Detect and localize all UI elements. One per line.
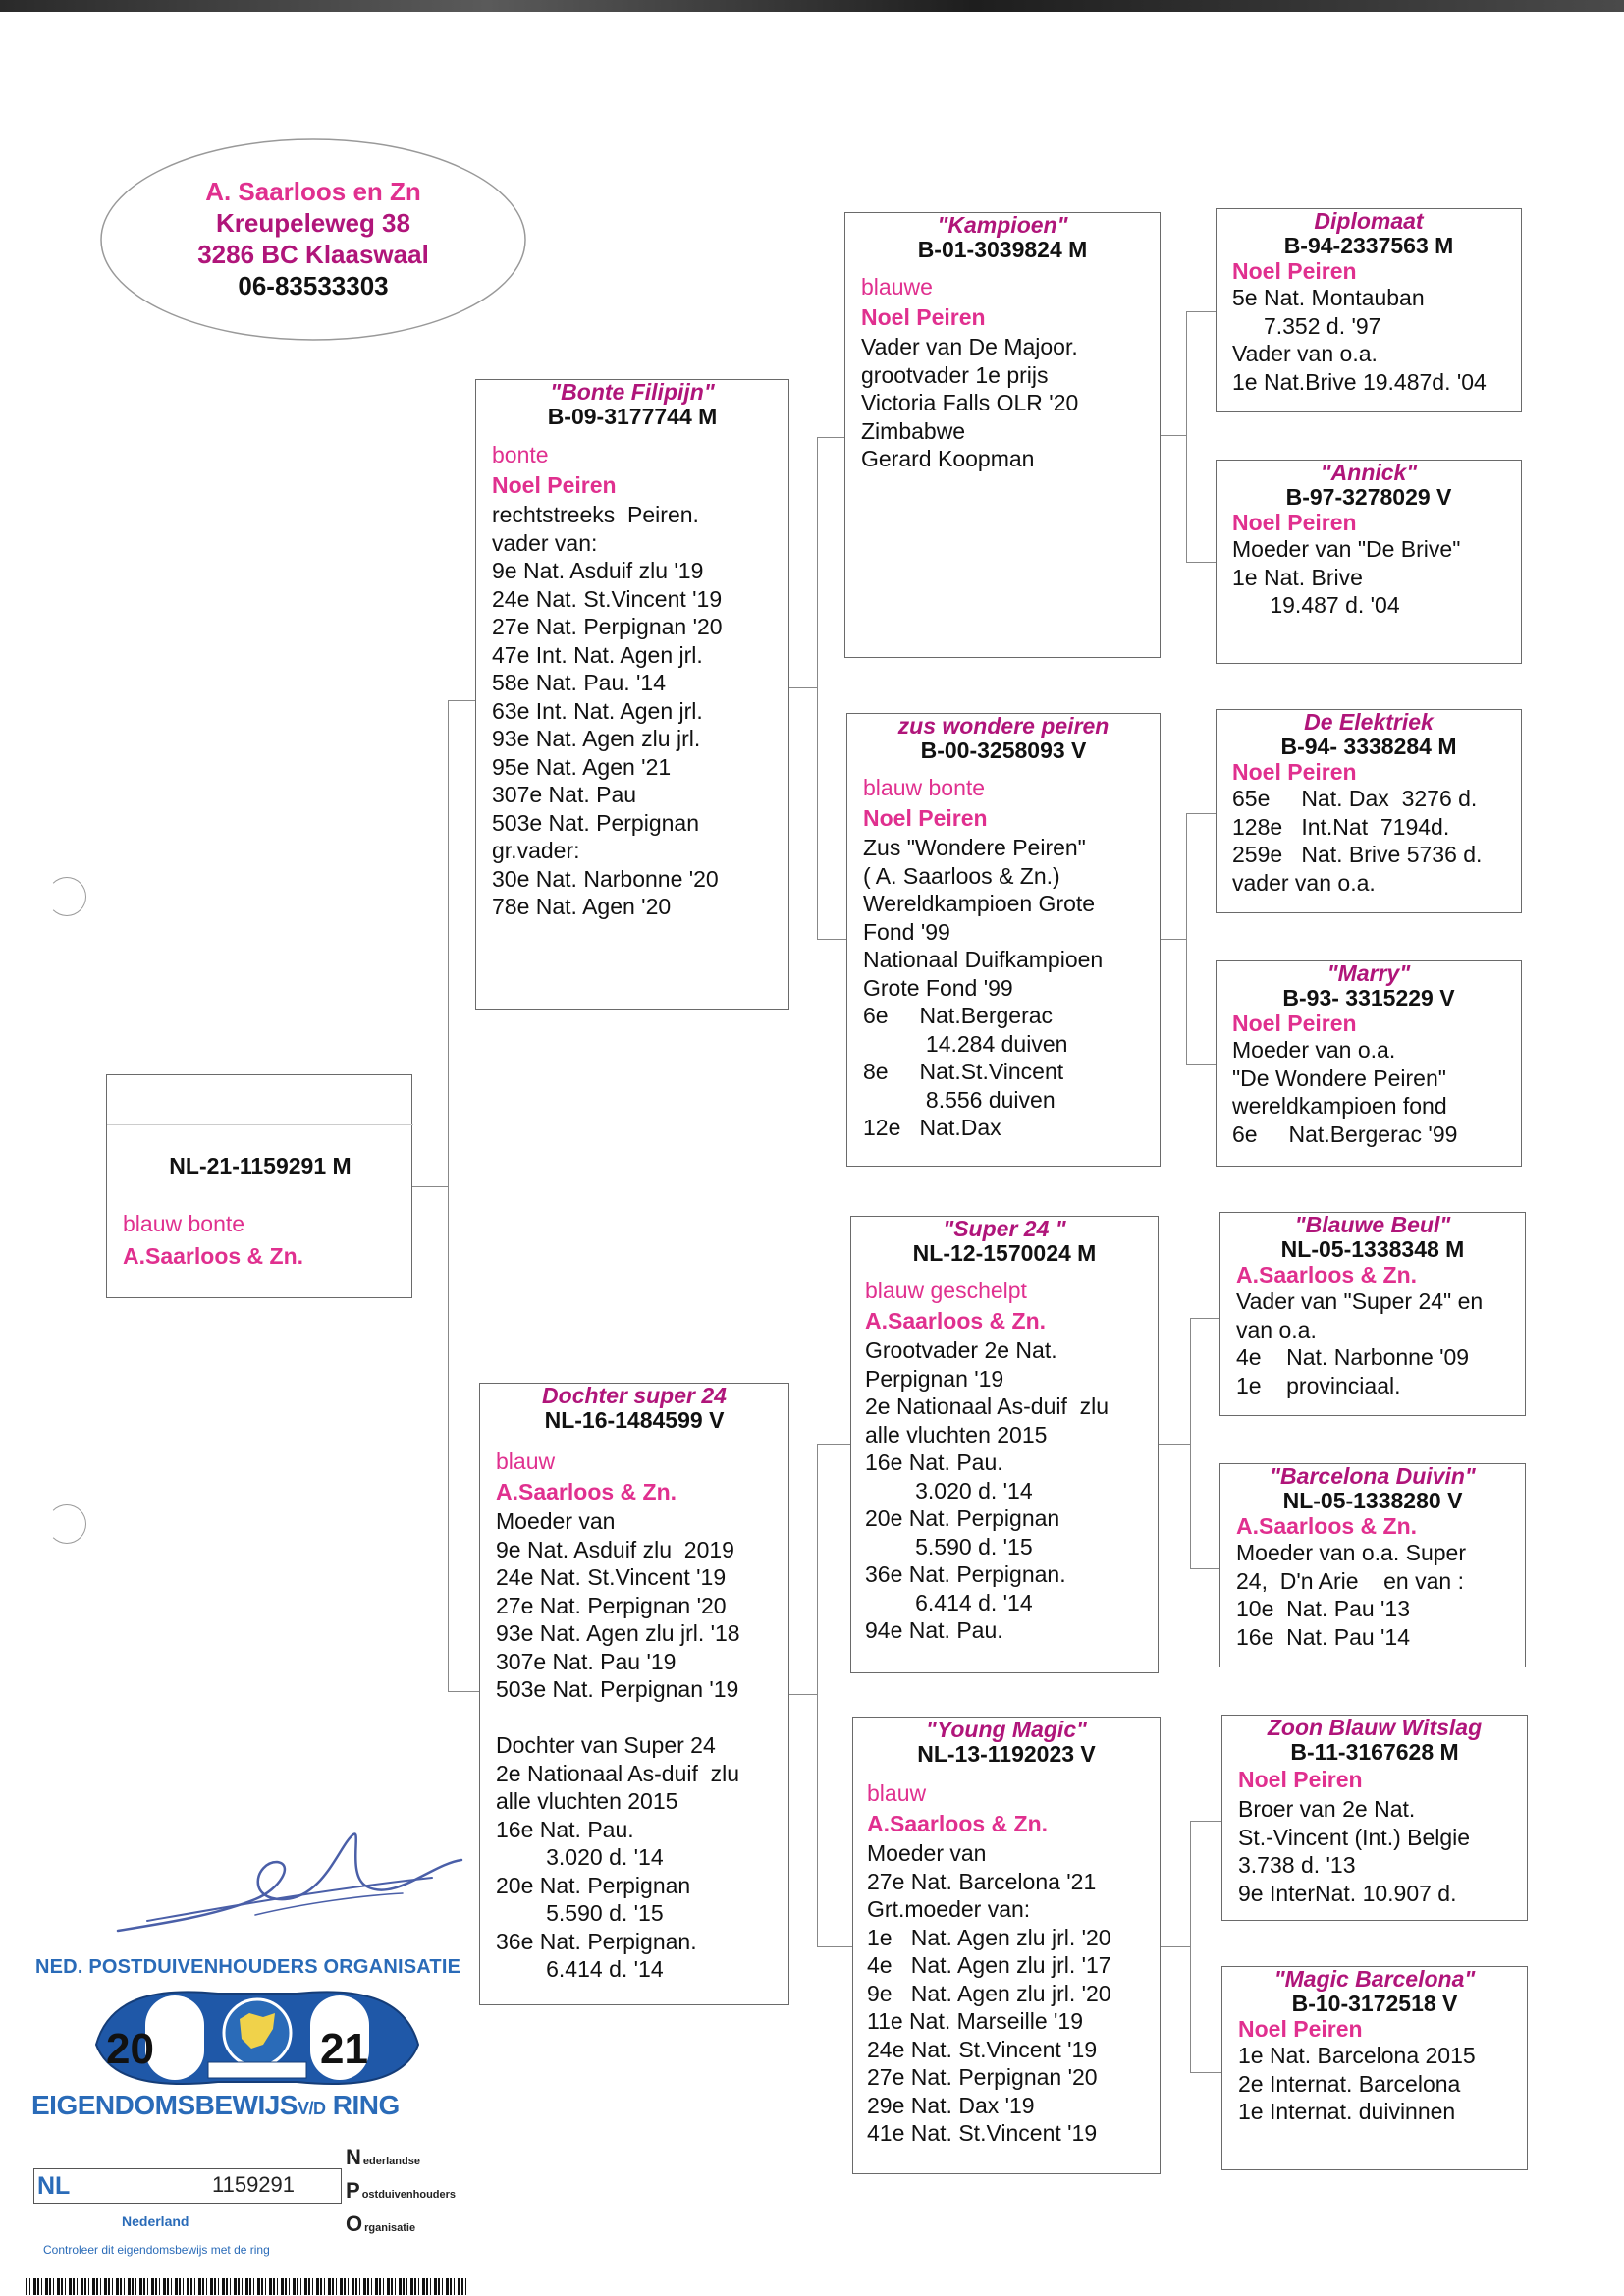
dam-sire-sire-notes: Vader van "Super 24" en van o.a. 4e Nat. Narbonne '09 1e provinciaal. — [1236, 1288, 1484, 1398]
dam-sire-dam-ring: NL-05-1338280 V — [1282, 1488, 1463, 1513]
sire-sire-card — [844, 212, 1161, 658]
sire-dam-sire-card — [1216, 709, 1522, 913]
sire-dam-color: blauw bonte — [863, 775, 986, 800]
subject-ring: NL-21-1159291 M — [169, 1153, 352, 1178]
scan-top-edge — [0, 0, 1624, 12]
card-country: Nederland — [122, 2214, 189, 2229]
dam-name: Dochter super 24 — [542, 1383, 727, 1408]
subject-pigeon — [106, 1074, 412, 1298]
breeder-city: 3286 BC Klaaswaal — [197, 240, 429, 269]
ownership-card — [26, 1942, 477, 2296]
sire-ring: B-09-3177744 M — [547, 404, 718, 429]
card-title-main: EIGENDOMSBEWIJS — [31, 2090, 298, 2120]
dam-breeder: A.Saarloos & Zn. — [496, 1479, 677, 1504]
dam-sire-color: blauw geschelpt — [865, 1278, 1027, 1303]
sire-sire-sire-card — [1216, 208, 1522, 412]
card-barcode — [26, 2278, 467, 2295]
sire-dam-ring: B-00-3258093 V — [920, 738, 1087, 763]
dam-dam-sire-notes: Broer van 2e Nat. St.-Vincent (Int.) Belgie 3.738 d. '13 9e InterNat. 10.907 d. — [1238, 1796, 1471, 1906]
dam-dam-breeder: A.Saarloos & Zn. — [867, 1811, 1049, 1836]
dam-sire-breeder: A.Saarloos & Zn. — [865, 1308, 1047, 1334]
card-year-left: 20 — [106, 2025, 154, 2073]
subject-color: blauw bonte — [123, 1211, 245, 1236]
sire-sire-ring: B-01-3039824 M — [917, 237, 1088, 262]
sire-dam-dam-ring: B-93- 3315229 V — [1282, 985, 1455, 1011]
sire-sire-dam-ring: B-97-3278029 V — [1285, 484, 1452, 510]
sire-sire-dam-card — [1216, 460, 1522, 664]
sire-color: bonte — [492, 442, 549, 467]
dam-dam-name: "Young Magic" — [925, 1717, 1088, 1742]
sire-sire-name: "Kampioen" — [937, 212, 1068, 238]
dam-sire-card — [850, 1216, 1159, 1673]
dam-dam-notes: Moeder van 27e Nat. Barcelona '21 Grt.moeder van: 1e Nat. Agen zlu jrl. '20 4e Nat. Agen zlu jrl. '17 9e Nat. Agen zlu jrl. '20 11e Nat. Marseille '19 24e Nat. St.Vincent '19 27e Nat. Perpignan '20 29e Nat. Dax '19 41e Nat. St.Vincent '19 — [867, 1840, 1111, 2146]
dam-dam-ring: NL-13-1192023 V — [917, 1741, 1096, 1767]
signature — [108, 1805, 481, 1952]
punch-hole — [47, 1504, 86, 1544]
dam-sire-sire-card — [1219, 1212, 1526, 1416]
dam-dam-dam-breeder: Noel Peiren — [1238, 2016, 1363, 2042]
dam-sire-sire-ring: NL-05-1338348 M — [1280, 1236, 1465, 1262]
card-year-right: 21 — [320, 2025, 368, 2073]
card-title — [31, 2090, 400, 2121]
breeder-phone: 06-83533303 — [238, 271, 389, 301]
dam-dam-sire-name: Zoon Blauw Witslag — [1267, 1715, 1483, 1740]
sire-breeder: Noel Peiren — [492, 472, 617, 498]
dam-color: blauw — [496, 1449, 556, 1474]
dam-card — [479, 1383, 789, 2005]
dam-dam-card — [852, 1717, 1161, 2174]
sire-dam-sire-ring: B-94- 3338284 M — [1280, 734, 1457, 759]
dam-sire-name: "Super 24 " — [943, 1216, 1066, 1241]
card-title-vd: V/D — [297, 2099, 326, 2118]
sire-sire-sire-notes: 5e Nat. Montauban 7.352 d. '97 Vader van o.a. 1e Nat.Brive 19.487d. '04 — [1232, 285, 1487, 395]
dam-sire-dam-notes: Moeder van o.a. Super 24, D'n Arie en van : 10e Nat. Pau '13 16e Nat. Pau '14 — [1236, 1540, 1466, 1650]
sire-dam-name: zus wondere peiren — [897, 713, 1110, 738]
breeder-street: Kreupeleweg 38 — [216, 208, 410, 238]
sire-sire-sire-breeder: Noel Peiren — [1232, 258, 1357, 284]
dam-dam-color: blauw — [867, 1780, 927, 1806]
sire-sire-dam-notes: Moeder van "De Brive" 1e Nat. Brive 19.487 d. '04 — [1232, 536, 1461, 618]
breeder-name: A. Saarloos en Zn — [205, 177, 421, 206]
breeder-stamp — [98, 136, 528, 344]
sire-dam-sire-name: De Elektriek — [1304, 709, 1434, 735]
dam-dam-dam-ring: B-10-3172518 V — [1291, 1991, 1458, 2016]
dam-dam-sire-breeder: Noel Peiren — [1238, 1767, 1363, 1792]
sire-dam-notes: Zus "Wondere Peiren" ( A. Saarloos & Zn.) Wereldkampioen Grote Fond '99 Nationaal Duifkampioen Grote Fond '99 6e Nat.Bergerac 14.284 duiven 8e Nat.St.Vincent 8.556 duiven 12e Nat.Dax — [863, 835, 1104, 1140]
card-ring-field — [33, 2168, 342, 2204]
dam-sire-ring: NL-12-1570024 M — [912, 1240, 1097, 1266]
dam-dam-dam-name: "Magic Barcelona" — [1273, 1966, 1476, 1992]
dam-sire-dam-name: "Barcelona Duivin" — [1270, 1463, 1476, 1489]
sire-notes: rechtstreeks Peiren. vader van: 9e Nat. Asduif zlu '19 24e Nat. St.Vincent '19 27e Nat. Perpignan '20 47e Int. Nat. Agen jrl. 58e Nat. Pau. '14 63e Int. Nat. Agen jrl. 93e Nat. Agen zlu jrl. 95e Nat. Agen '21 307e Nat. Pau 503e Nat. Perpignan gr.vader: 30e Nat. Narbonne '20 78e Nat. Agen '20 — [492, 502, 723, 919]
sire-sire-notes: Vader van De Majoor. grootvader 1e prijs Victoria Falls OLR '20 Zimbabwe Gerard Koopman — [861, 334, 1079, 471]
dam-dam-sire-card — [1221, 1715, 1528, 1921]
card-npo-o: Organisatie — [346, 2212, 416, 2236]
sire-dam-dam-name: "Marry" — [1326, 960, 1411, 986]
punch-hole — [47, 877, 86, 916]
sire-sire-color: blauwe — [861, 274, 933, 300]
dam-dam-dam-notes: 1e Nat. Barcelona 2015 2e Internat. Barcelona 1e Internat. duivinnen — [1238, 2043, 1476, 2124]
card-npo-n: Nederlandse — [346, 2145, 420, 2169]
subject-breeder: A.Saarloos & Zn. — [123, 1243, 304, 1269]
card-check-note: Controleer dit eigendomsbewijs met de ring — [43, 2243, 270, 2257]
dam-sire-notes: Grootvader 2e Nat. Perpignan '19 2e Nationaal As-duif zlu alle vluchten 2015 16e Nat. Pau. 3.020 d. '14 20e Nat. Perpignan 5.590 d. '15 36e Nat. Perpignan. 6.414 d. '14 94e Nat. Pau. — [865, 1338, 1110, 1643]
sire-dam-breeder: Noel Peiren — [863, 805, 988, 831]
card-npo-p: Postduivenhouders — [346, 2178, 457, 2203]
sire-dam-dam-notes: Moeder van o.a. "De Wondere Peiren" wereldkampioen fond 6e Nat.Bergerac '99 — [1232, 1037, 1458, 1147]
sire-sire-dam-name: "Annick" — [1320, 460, 1418, 485]
sire-dam-dam-breeder: Noel Peiren — [1232, 1011, 1357, 1036]
dam-dam-sire-ring: B-11-3167628 M — [1290, 1739, 1459, 1765]
sire-dam-card — [846, 713, 1161, 1167]
sire-dam-dam-card — [1216, 960, 1522, 1167]
sire-sire-breeder: Noel Peiren — [861, 304, 986, 330]
dam-dam-dam-card — [1221, 1966, 1528, 2170]
card-country-code: NL — [37, 2172, 71, 2200]
dam-sire-dam-breeder: A.Saarloos & Zn. — [1236, 1513, 1418, 1539]
sire-dam-sire-notes: 65e Nat. Dax 3276 d. 128e Int.Nat 7194d. 259e Nat. Brive 5736 d. vader van o.a. — [1232, 786, 1483, 896]
sire-name: "Bonte Filipijn" — [550, 379, 715, 405]
dam-notes: Moeder van 9e Nat. Asduif zlu 2019 24e Nat. St.Vincent '19 27e Nat. Perpignan '20 93e Nat. Agen zlu jrl. '18 307e Nat. Pau '19 503e Nat. Perpignan '19 Dochter van Super 24 2e Nationaal As-duif zlu alle vluchten 2015 16e Nat. Pau. 3.020 d. '14 20e Nat. Perpignan 5.590 d. '15 36e Nat. Perpignan. 6.414 d. '14 — [496, 1508, 740, 1982]
dam-sire-dam-card — [1219, 1463, 1526, 1667]
card-org: NED. POSTDUIVENHOUDERS ORGANISATIE — [35, 1956, 461, 1978]
sire-sire-sire-name: Diplomaat — [1314, 208, 1424, 234]
card-title-ring: RING — [332, 2090, 400, 2120]
dam-ring: NL-16-1484599 V — [544, 1407, 725, 1433]
sire-sire-sire-ring: B-94-2337563 M — [1283, 233, 1454, 258]
sire-card — [475, 379, 789, 1010]
dam-sire-sire-breeder: A.Saarloos & Zn. — [1236, 1262, 1418, 1287]
subject-header-rule — [107, 1091, 413, 1125]
sire-sire-dam-breeder: Noel Peiren — [1232, 510, 1357, 535]
sire-dam-sire-breeder: Noel Peiren — [1232, 759, 1357, 785]
card-ring-number: 1159291 — [212, 2172, 296, 2197]
dam-sire-sire-name: "Blauwe Beul" — [1294, 1212, 1451, 1237]
